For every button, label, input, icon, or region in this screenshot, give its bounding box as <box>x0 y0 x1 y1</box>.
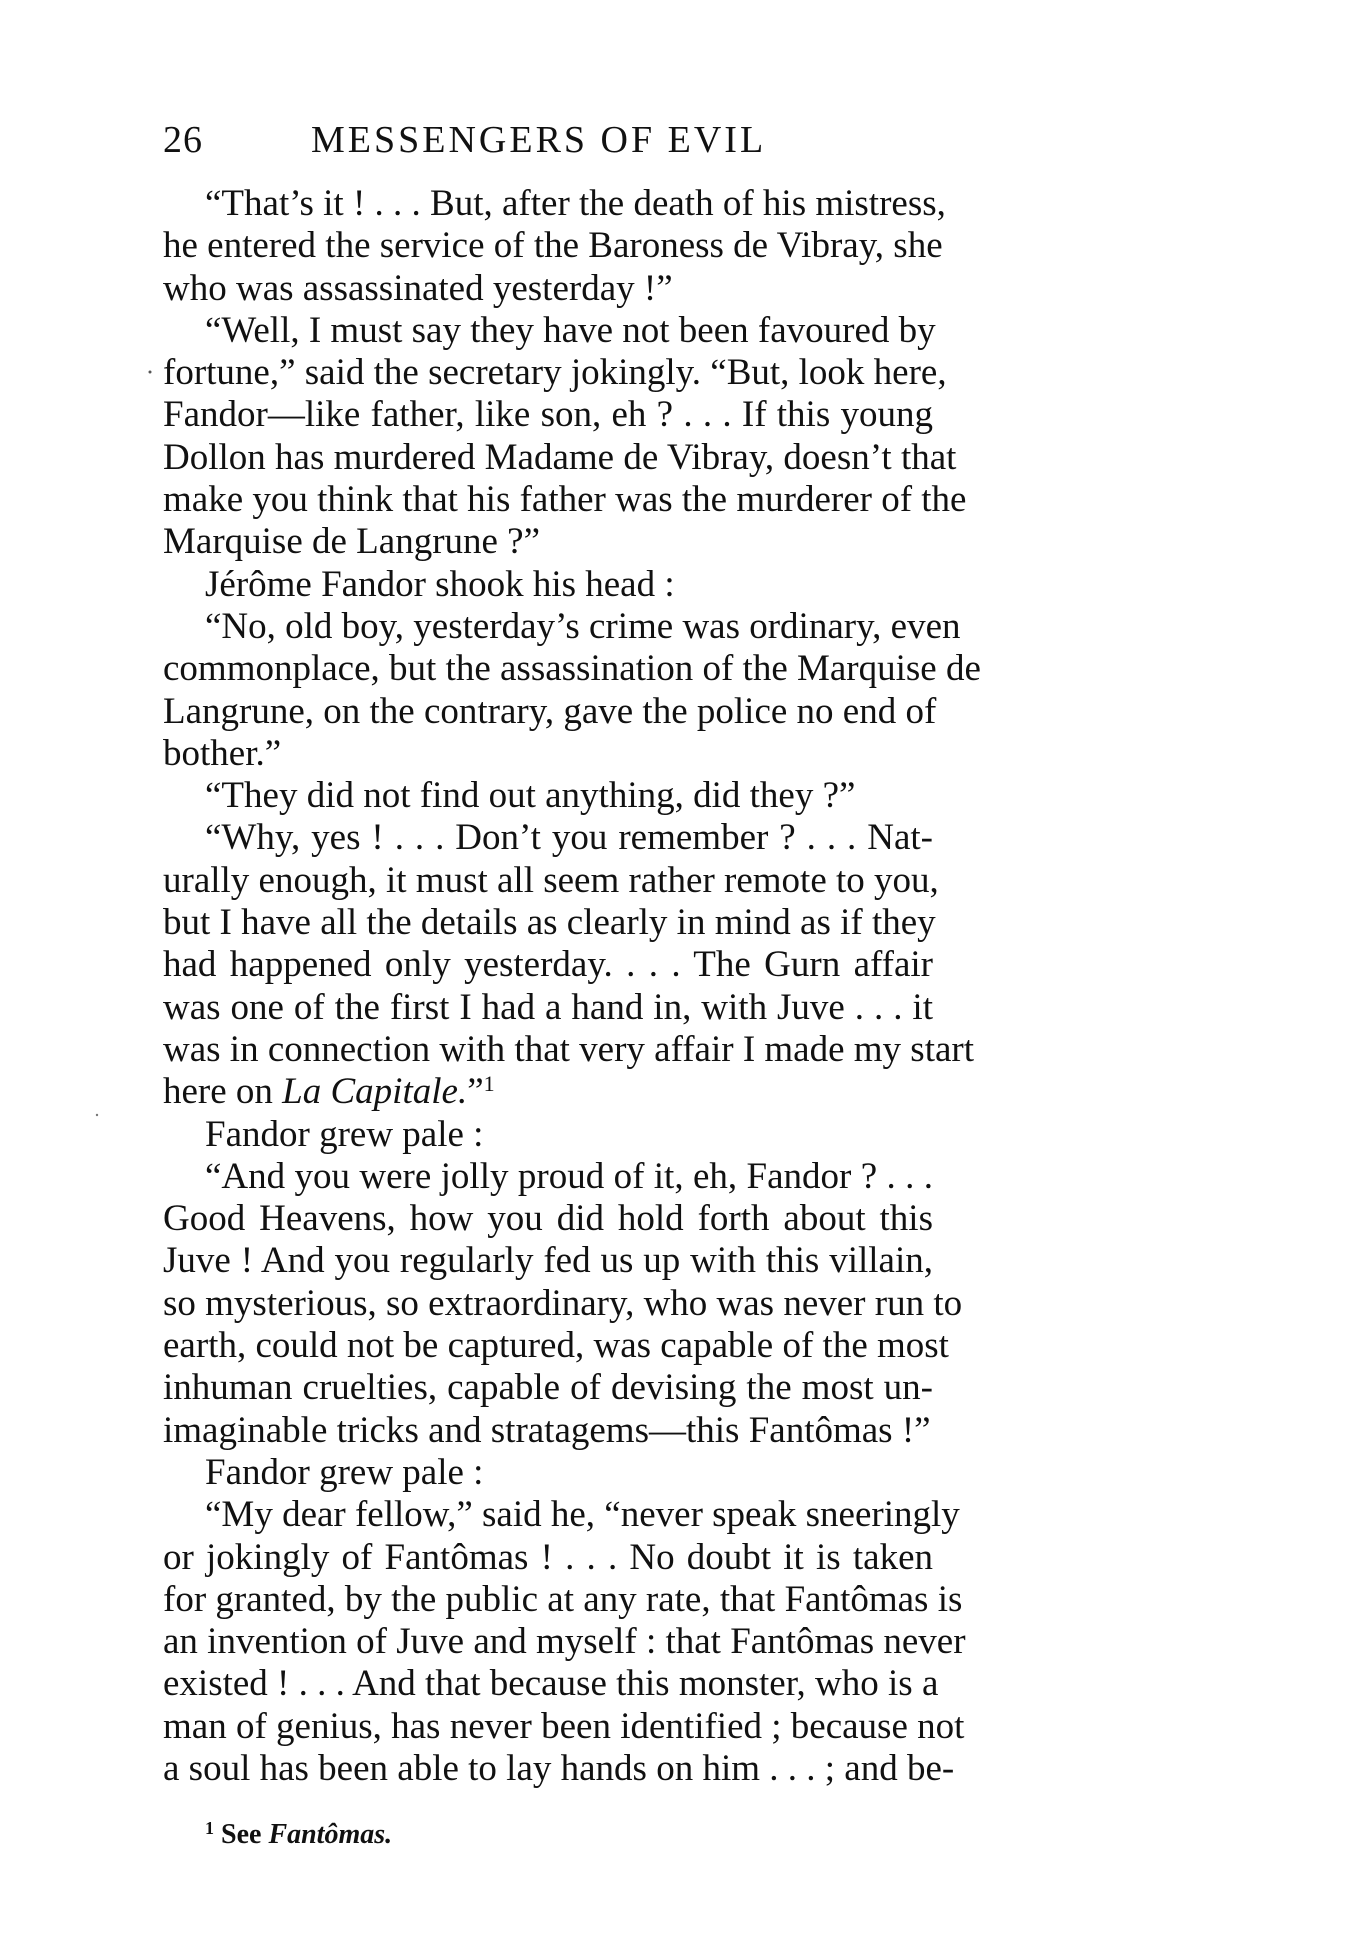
text-line: had happened only yesterday. . . . The Gurn affair <box>163 944 933 986</box>
text-line: or jokingly of Fantômas ! . . . No doubt it is taken <box>163 1536 933 1578</box>
speck <box>96 1114 98 1116</box>
text-line: “Well, I must say they have not been favoured by <box>205 309 936 351</box>
text-line: an invention of Juve and myself : that Fantômas never <box>163 1621 966 1663</box>
footnote-reference: 1 <box>483 1071 495 1097</box>
text-line: but I have all the details as clearly in mind as if they <box>163 902 936 944</box>
text-line: “And you were jolly proud of it, eh, Fandor ? . . . <box>205 1155 933 1197</box>
text-line: “Why, yes ! . . . Don’t you remember ? . . . Nat- <box>205 817 933 859</box>
speck <box>149 371 152 374</box>
running-title: MESSENGERS OF EVIL <box>311 119 767 161</box>
text-line: Langrune, on the contrary, gave the police no end of <box>163 690 937 732</box>
footnote-marker: 1 <box>205 1818 214 1838</box>
text-line: “My dear fellow,” said he, “never speak sneeringly <box>205 1494 960 1536</box>
text-line: “They did not find out anything, did they ?” <box>205 775 856 817</box>
text-line: bother.” <box>163 732 282 774</box>
text-line: Fandor grew pale : <box>205 1113 484 1155</box>
footnote-prefix: See <box>214 1819 269 1850</box>
text-line: “That’s it ! . . . But, after the death of his mistress, <box>205 183 946 224</box>
text-line: inhuman cruelties, capable of devising the most un- <box>163 1367 933 1409</box>
text-line: “No, old boy, yesterday’s crime was ordinary, even <box>205 605 961 647</box>
text-line: urally enough, it must all seem rather remote to you, <box>163 859 939 901</box>
text-line: Jérôme Fandor shook his head : <box>205 563 675 605</box>
text-line: who was assassinated yesterday !” <box>163 267 673 309</box>
text-line: commonplace, but the assassination of the Marquise de <box>163 648 981 690</box>
text-line: Good Heavens, how you did hold forth about this <box>163 1198 933 1240</box>
text-line: so mysterious, so extraordinary, who was never run to <box>163 1282 963 1324</box>
text-line: make you think that his father was the murderer of the <box>163 479 967 521</box>
text-line: Fandor grew pale : <box>205 1451 484 1493</box>
text-line: he entered the service of the Baroness de Vibray, she <box>163 225 943 267</box>
text-line: fortune,” said the secretary jokingly. “But, look here, <box>163 352 947 394</box>
text-line: existed ! . . . And that because this monster, who is a <box>163 1663 939 1705</box>
text-line: man of genius, has never been identified ; because not <box>163 1705 965 1747</box>
text-line: Dollon has murdered Madame de Vibray, doesn’t that <box>163 436 957 478</box>
text-line: was in connection with that very affair I made my start <box>163 1028 975 1070</box>
text-line: was one of the first I had a hand in, with Juve . . . it <box>163 986 933 1028</box>
text-fragment: here on <box>163 1071 283 1113</box>
text-line: earth, could not be captured, was capable of the most <box>163 1325 949 1367</box>
text-line: for granted, by the public at any rate, that Fantômas is <box>163 1578 963 1620</box>
text-line: Fandor—like father, like son, eh ? . . . If this young <box>163 394 933 436</box>
text-line: imaginable tricks and stratagems—this Fantômas !” <box>163 1409 931 1451</box>
periodical-title: La Capitale. <box>282 1071 468 1113</box>
text-line: a soul has been able to lay hands on him . . . ; and be- <box>163 1747 955 1789</box>
footnote-title: Fantômas. <box>268 1819 393 1850</box>
text-fragment: ” <box>467 1071 484 1113</box>
text-line: Marquise de Langrune ?” <box>163 521 541 563</box>
text-line: Juve ! And you regularly fed us up with this villain, <box>163 1240 933 1282</box>
page-number: 26 <box>163 119 203 161</box>
